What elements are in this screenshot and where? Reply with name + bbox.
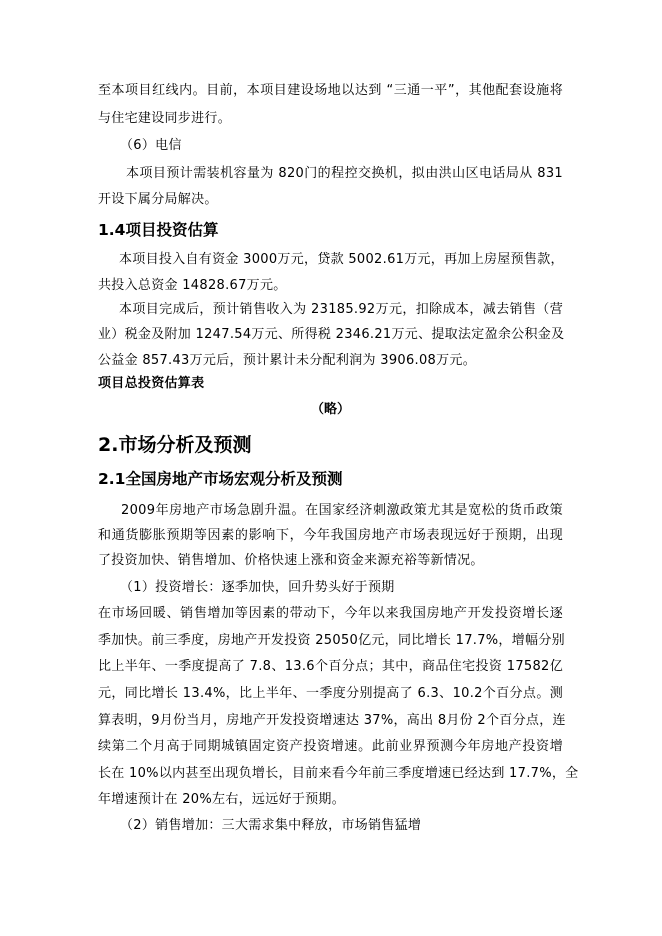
paragraph-line: 公益金 857.43万元后，预计累计未分配利润为 3906.08万元。 — [98, 353, 477, 368]
paragraph-line: 开设下属分局解决。 — [98, 192, 218, 207]
list-item-label: （1）投资增长：逐季加快，回升势头好于预期 — [120, 580, 395, 595]
paragraph-line: 了投资加快、销售增加、价格快速上涨和资金来源充裕等新情况。 — [98, 553, 484, 568]
chapter-heading: 2.市场分析及预测 — [98, 434, 252, 456]
paragraph-line: 元，同比增长 13.4%，比上半年、一季度分别提高了 6.3、10.2个百分点。测 — [98, 686, 563, 701]
paragraph-line: 长在 10%以内甚至出现负增长，目前来看今年前三季度增速已经达到 17.7%，全 — [98, 766, 579, 781]
paragraph-line: 年增速预计在 20%左右，远远好于预期。 — [98, 792, 346, 807]
paragraph-line: 和通货膨胀预期等因素的影响下，今年我国房地产市场表现远好于预期，出现 — [98, 528, 563, 543]
paragraph-line: 在市场回暖、销售增加等因素的带动下，今年以来我国房地产开发投资增长逐 — [98, 606, 563, 621]
table-title: 项目总投资估算表 — [98, 376, 205, 391]
list-item-label: （2）销售增加：三大需求集中释放，市场销售猛增 — [120, 818, 422, 833]
paragraph-line: 本项目预计需装机容量为 820门的程控交换机，拟由洪山区电话局从 831 — [126, 166, 563, 181]
section-heading: 1.4项目投资估算 — [98, 221, 219, 239]
paragraph-line: 2009年房地产市场急剧升温。在国家经济刺激政策尤其是宽松的货币政策 — [121, 503, 563, 518]
paragraph-line: 算表明，9月份当月，房地产开发投资增速达 37%，高出 8月份 2个百分点，连 — [98, 713, 566, 728]
omitted-note: （略） — [310, 402, 350, 417]
paragraph-line: 本项目投入自有资金 3000万元，贷款 5002.61万元，再加上房屋预售款， — [119, 252, 564, 267]
paragraph-line: 季加快。前三季度，房地产开发投资 25050亿元，同比增长 17.7%，增幅分别 — [98, 633, 565, 648]
paragraph-line: 共投入总资金 14828.67万元。 — [98, 278, 287, 293]
paragraph-line: 至本项目红线内。目前，本项目建设场地以达到 “三通一平”，其他配套设施将 — [98, 83, 563, 98]
paragraph-line: 续第二个月高于同期城镇固定资产投资增速。此前业界预测今年房地产投资增 — [98, 739, 563, 754]
list-item-label: （6）电信 — [120, 138, 182, 153]
paragraph-line: 本项目完成后，预计销售收入为 23185.92万元，扣除成本，减去销售（营 — [119, 302, 563, 317]
section-heading: 2.1全国房地产市场宏观分析及预测 — [98, 470, 343, 488]
paragraph-line: 业）税金及附加 1247.54万元、所得税 2346.21万元、提取法定盈余公积金及 — [98, 327, 565, 342]
paragraph-line: 比上半年、一季度提高了 7.8、13.6个百分点；其中，商品住宅投资 17582亿 — [98, 659, 563, 674]
paragraph-line: 与住宅建设同步进行。 — [98, 111, 232, 126]
